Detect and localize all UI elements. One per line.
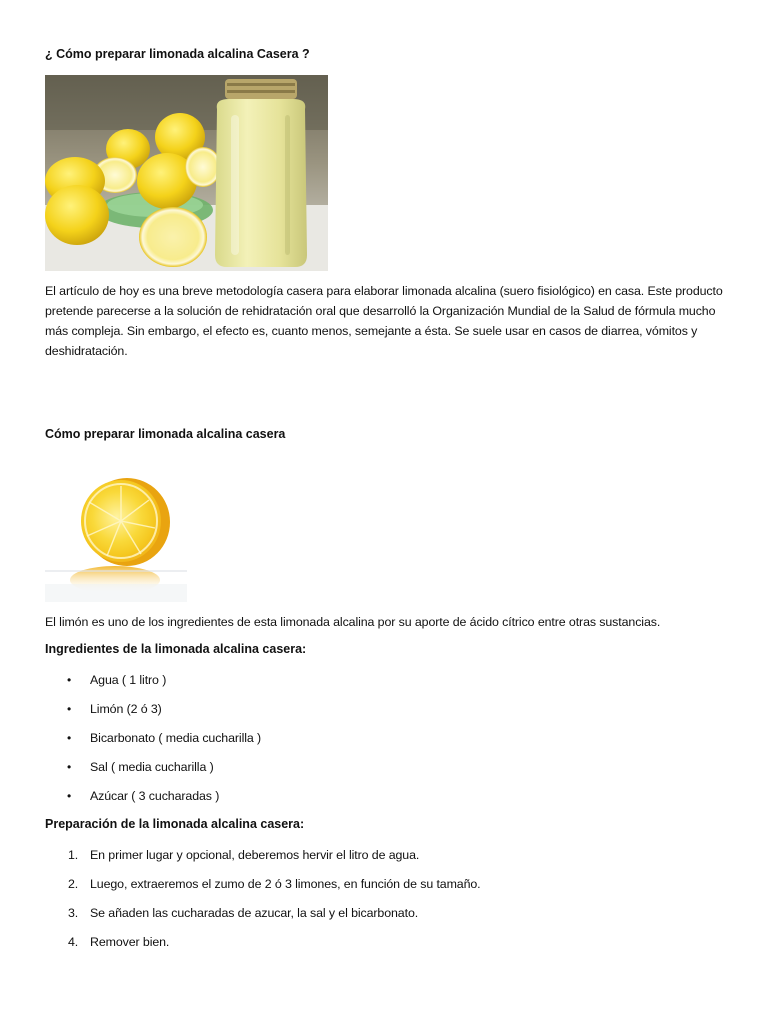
ingredient-text: Agua ( 1 litro ) [90, 673, 167, 687]
bullet-icon: • [67, 702, 72, 716]
step-text: Se añaden las cucharadas de azucar, la sal y el bicarbonato. [90, 906, 419, 920]
list-item [67, 758, 214, 776]
list-item [67, 700, 162, 718]
lemon-half-photo [45, 466, 187, 602]
ingredient-text: Limón (2 ó 3) [90, 702, 162, 716]
page-title: ¿ Cómo preparar limonada alcalina Casera ? [45, 47, 310, 61]
lemon-caption: El limón es uno de los ingredientes de esta limonada alcalina por su aporte de ácido cítrico entre otras sustancias. [45, 615, 661, 629]
section-subtitle: Cómo preparar limonada alcalina casera [45, 427, 286, 441]
ingredient-text: Sal ( media cucharilla ) [90, 760, 214, 774]
list-item [68, 904, 419, 922]
list-item [67, 787, 220, 805]
ingredient-text: Azúcar ( 3 cucharadas ) [90, 789, 220, 803]
bullet-icon: • [67, 760, 72, 774]
list-item [68, 846, 420, 864]
ingredients-heading: Ingredientes de la limonada alcalina casera: [45, 642, 307, 656]
step-number: 2. [68, 877, 79, 891]
step-text: Remover bien. [90, 935, 170, 949]
step-text: En primer lugar y opcional, deberemos hervir el litro de agua. [90, 848, 420, 862]
bullet-icon: • [67, 673, 72, 687]
bullet-icon: • [67, 789, 72, 803]
step-text: Luego, extraeremos el zumo de 2 ó 3 limones, en función de su tamaño. [90, 877, 481, 891]
step-number: 3. [68, 906, 79, 920]
list-item [68, 933, 170, 951]
list-item [67, 671, 167, 689]
intro-paragraph: El artículo de hoy es una breve metodología casera para elaborar limonada alcalina (suero fisiológico) en casa. Este producto pretende parecerse a la solución de rehidratación oral que desarrolló la Organización Mundial de la Salud de fórmula mucho más compleja. Sin embargo, el efecto es, cuanto menos, semejante a ésta. Se suele usar en casos de diarrea, vómitos y deshidratación. [45, 284, 723, 358]
list-item [67, 729, 262, 747]
preparation-heading: Preparación de la limonada alcalina casera: [45, 817, 305, 831]
bullet-icon: • [67, 731, 72, 745]
lemonade-jar-photo [45, 75, 328, 271]
step-number: 4. [68, 935, 79, 949]
list-item [68, 875, 481, 893]
ingredient-text: Bicarbonato ( media cucharilla ) [90, 731, 262, 745]
step-number: 1. [68, 848, 79, 862]
